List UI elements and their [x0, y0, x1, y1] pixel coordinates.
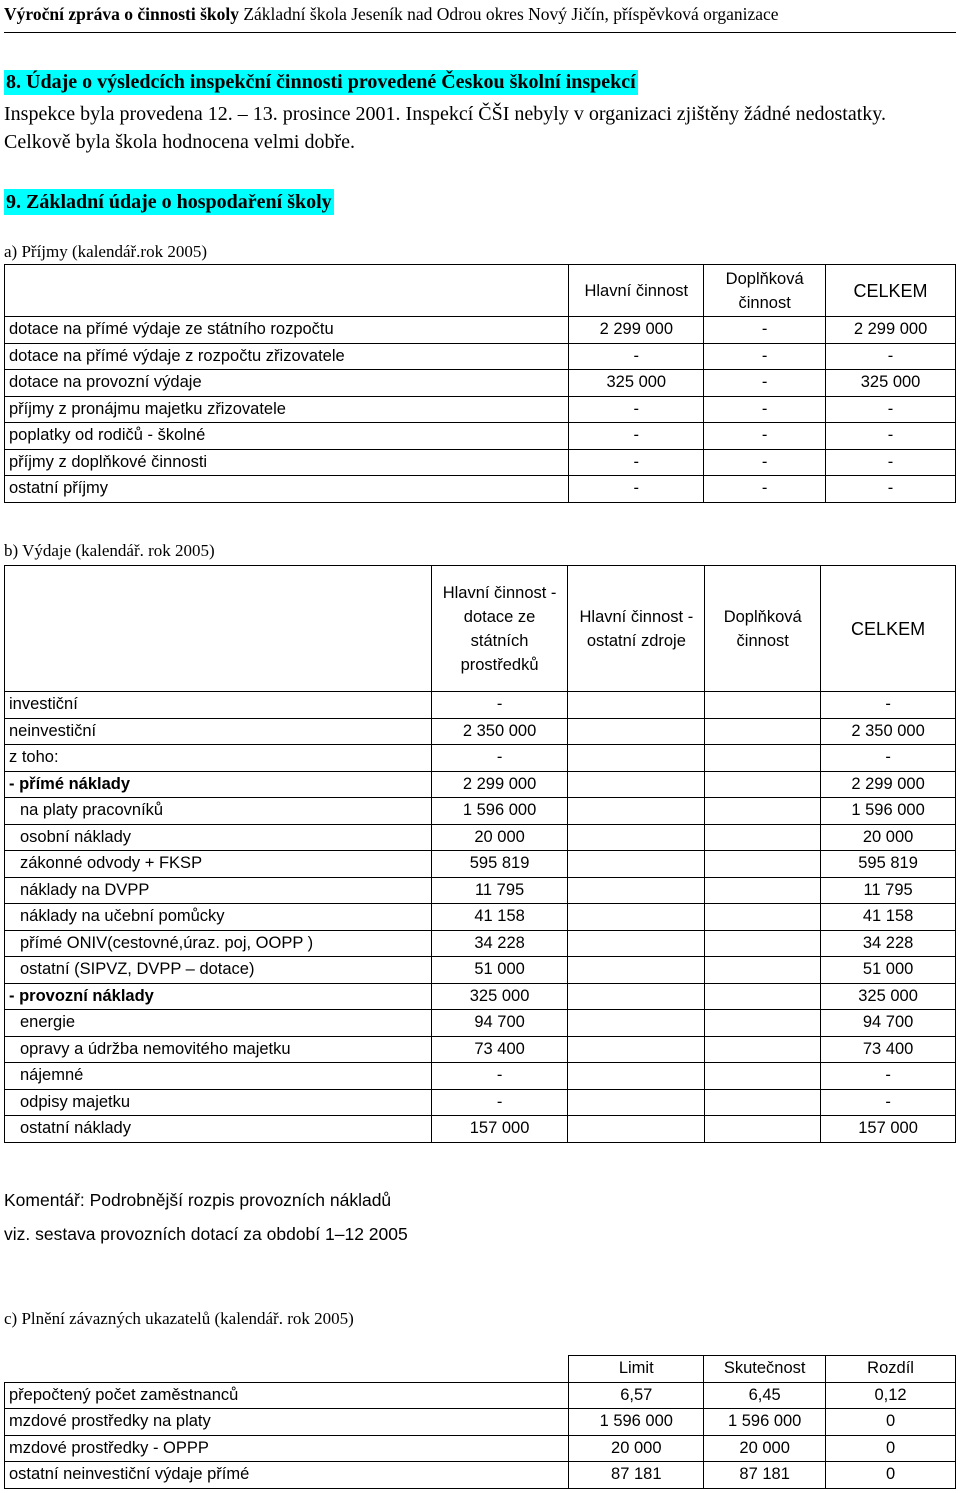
table-row — [5, 1010, 956, 1037]
expenses-header-state: Hlavní činnost - dotace ze státních prostředků — [431, 566, 568, 692]
table-row — [5, 1089, 956, 1116]
cell-total: 2 299 000 — [826, 317, 956, 344]
row-label: dotace na přímé výdaje z rozpočtu zřizovatele — [5, 343, 569, 370]
table-row — [5, 449, 956, 476]
cell-actual: 87 181 — [704, 1462, 826, 1489]
indicators-header-empty — [5, 1356, 569, 1383]
table-row — [5, 771, 956, 798]
table-row — [5, 1063, 956, 1090]
section-8-heading: 8. Údaje o výsledcích inspekční činnosti provedené Českou školní inspekcí — [6, 71, 636, 93]
table-row — [5, 983, 956, 1010]
cell-other — [568, 1089, 705, 1116]
cell-state: 20 000 — [431, 824, 568, 851]
cell-other — [568, 745, 705, 772]
table-row — [5, 877, 956, 904]
cell-main: - — [569, 476, 704, 503]
incomes-header-total: CELKEM — [826, 265, 956, 317]
cell-supplementary — [705, 1036, 821, 1063]
cell-supplementary — [705, 1010, 821, 1037]
row-label: ostatní náklady — [5, 1116, 432, 1143]
cell-total: 1 596 000 — [821, 798, 956, 825]
cell-total: - — [821, 745, 956, 772]
cell-supplementary: - — [704, 423, 826, 450]
document-header — [4, 0, 956, 33]
cell-total: - — [826, 423, 956, 450]
row-label: odpisy majetku — [5, 1089, 432, 1116]
row-label: náklady na učební pomůcky — [5, 904, 432, 931]
cell-supplementary: - — [704, 396, 826, 423]
cell-total: - — [826, 343, 956, 370]
incomes-table — [4, 264, 956, 503]
cell-supplementary: - — [704, 317, 826, 344]
cell-total: 325 000 — [826, 370, 956, 397]
row-label: dotace na provozní výdaje — [5, 370, 569, 397]
table-row — [5, 1462, 956, 1489]
expenses-header-total: CELKEM — [821, 566, 956, 692]
table-row — [5, 930, 956, 957]
row-label: investiční — [5, 692, 432, 719]
cell-actual: 1 596 000 — [704, 1409, 826, 1436]
row-label: na platy pracovníků — [5, 798, 432, 825]
cell-supplementary: - — [704, 476, 826, 503]
expenses-header-other: Hlavní činnost - ostatní zdroje — [568, 566, 705, 692]
indicators-caption: c) Plnění závazných ukazatelů (kalendář. rok 2005) — [4, 1309, 354, 1328]
row-label: neinvestiční — [5, 718, 432, 745]
comment-line-1: Komentář: Podrobnější rozpis provozních nákladů — [4, 1190, 392, 1210]
cell-supplementary — [705, 957, 821, 984]
table-row — [5, 957, 956, 984]
cell-supplementary — [705, 877, 821, 904]
cell-supplementary: - — [704, 343, 826, 370]
table-row — [5, 1382, 956, 1409]
cell-state: 325 000 — [431, 983, 568, 1010]
cell-main: - — [569, 396, 704, 423]
table-row — [5, 745, 956, 772]
incomes-header-supplementary: Doplňková činnost — [704, 265, 826, 317]
cell-other — [568, 1063, 705, 1090]
incomes-header-empty — [5, 265, 569, 317]
cell-state: 595 819 — [431, 851, 568, 878]
cell-supplementary — [705, 1116, 821, 1143]
cell-state: 1 596 000 — [431, 798, 568, 825]
cell-state: - — [431, 1089, 568, 1116]
incomes-caption: a) Příjmy (kalendář.rok 2005) — [4, 242, 207, 261]
table-row — [5, 692, 956, 719]
cell-state: - — [431, 692, 568, 719]
row-label: mzdové prostředky na platy — [5, 1409, 569, 1436]
incomes-header-row — [5, 265, 956, 317]
cell-supplementary: - — [704, 370, 826, 397]
cell-diff: 0,12 — [826, 1382, 956, 1409]
cell-state: 11 795 — [431, 877, 568, 904]
cell-supplementary — [705, 824, 821, 851]
cell-other — [568, 1116, 705, 1143]
cell-main: - — [569, 343, 704, 370]
cell-total: 2 299 000 — [821, 771, 956, 798]
expenses-header-row — [5, 566, 956, 692]
cell-supplementary — [705, 771, 821, 798]
row-label: z toho: — [5, 745, 432, 772]
table-row — [5, 1116, 956, 1143]
cell-total: 51 000 — [821, 957, 956, 984]
indicators-header-limit: Limit — [569, 1356, 704, 1383]
table-row — [5, 423, 956, 450]
cell-supplementary — [705, 930, 821, 957]
cell-limit: 6,57 — [569, 1382, 704, 1409]
cell-total: 2 350 000 — [821, 718, 956, 745]
cell-state: 94 700 — [431, 1010, 568, 1037]
row-label: dotace na přímé výdaje ze státního rozpočtu — [5, 317, 569, 344]
cell-supplementary — [705, 904, 821, 931]
cell-total: 157 000 — [821, 1116, 956, 1143]
cell-total: 20 000 — [821, 824, 956, 851]
table-row — [5, 851, 956, 878]
row-label: nájemné — [5, 1063, 432, 1090]
cell-total: 34 228 — [821, 930, 956, 957]
table-row — [5, 904, 956, 931]
cell-other — [568, 877, 705, 904]
cell-main: 2 299 000 — [569, 317, 704, 344]
cell-state: 2 299 000 — [431, 771, 568, 798]
cell-diff: 0 — [826, 1462, 956, 1489]
cell-limit: 87 181 — [569, 1462, 704, 1489]
cell-state: 41 158 — [431, 904, 568, 931]
cell-other — [568, 824, 705, 851]
row-label: příjmy z doplňkové činnosti — [5, 449, 569, 476]
table-row — [5, 396, 956, 423]
expenses-table — [4, 565, 956, 1143]
row-label: zákonné odvody + FKSP — [5, 851, 432, 878]
cell-supplementary — [705, 1063, 821, 1090]
cell-actual: 6,45 — [704, 1382, 826, 1409]
row-label: - přímé náklady — [5, 771, 432, 798]
cell-main: 325 000 — [569, 370, 704, 397]
cell-supplementary — [705, 851, 821, 878]
cell-total: 94 700 — [821, 1010, 956, 1037]
table-row — [5, 317, 956, 344]
cell-total: 73 400 — [821, 1036, 956, 1063]
table-row — [5, 798, 956, 825]
cell-other — [568, 798, 705, 825]
row-label: náklady na DVPP — [5, 877, 432, 904]
cell-state: 51 000 — [431, 957, 568, 984]
table-row — [5, 1435, 956, 1462]
comment-block — [4, 1183, 408, 1251]
cell-total: - — [826, 449, 956, 476]
cell-state: 157 000 — [431, 1116, 568, 1143]
row-label: přímé ONIV(cestovné,úraz. poj, OOPP ) — [5, 930, 432, 957]
cell-supplementary: - — [704, 449, 826, 476]
cell-supplementary — [705, 983, 821, 1010]
cell-total: - — [826, 476, 956, 503]
table-row — [5, 824, 956, 851]
comment-line-2: viz. sestava provozních dotací za období 1–12 2005 — [4, 1224, 408, 1244]
row-label: opravy a údržba nemovitého majetku — [5, 1036, 432, 1063]
cell-total: - — [826, 396, 956, 423]
indicators-header-actual: Skutečnost — [704, 1356, 826, 1383]
cell-state: 73 400 — [431, 1036, 568, 1063]
cell-limit: 1 596 000 — [569, 1409, 704, 1436]
cell-other — [568, 1010, 705, 1037]
section-9-heading: 9. Základní údaje o hospodaření školy — [6, 191, 332, 213]
expenses-header-empty — [5, 566, 432, 692]
table-row — [5, 1036, 956, 1063]
cell-diff: 0 — [826, 1435, 956, 1462]
table-row — [5, 1409, 956, 1436]
cell-supplementary — [705, 1089, 821, 1116]
row-label: osobní náklady — [5, 824, 432, 851]
cell-state: 34 228 — [431, 930, 568, 957]
header-title: Výroční zpráva o činnosti školy — [4, 4, 239, 24]
cell-state: 2 350 000 — [431, 718, 568, 745]
cell-other — [568, 718, 705, 745]
cell-supplementary — [705, 798, 821, 825]
expenses-header-supplementary: Doplňková činnost — [705, 566, 821, 692]
indicators-header-diff: Rozdíl — [826, 1356, 956, 1383]
row-label: poplatky od rodičů - školné — [5, 423, 569, 450]
cell-state: - — [431, 745, 568, 772]
cell-other — [568, 983, 705, 1010]
row-label: ostatní příjmy — [5, 476, 569, 503]
cell-other — [568, 771, 705, 798]
row-label: - provozní náklady — [5, 983, 432, 1010]
cell-other — [568, 1036, 705, 1063]
table-row — [5, 370, 956, 397]
cell-total: 11 795 — [821, 877, 956, 904]
cell-state: - — [431, 1063, 568, 1090]
cell-total: - — [821, 692, 956, 719]
row-label: příjmy z pronájmu majetku zřizovatele — [5, 396, 569, 423]
cell-diff: 0 — [826, 1409, 956, 1436]
cell-actual: 20 000 — [704, 1435, 826, 1462]
cell-total: - — [821, 1063, 956, 1090]
cell-total: - — [821, 1089, 956, 1116]
table-row — [5, 476, 956, 503]
row-label: přepočtený počet zaměstnanců — [5, 1382, 569, 1409]
cell-other — [568, 851, 705, 878]
row-label: energie — [5, 1010, 432, 1037]
cell-other — [568, 957, 705, 984]
header-subtitle: Základní škola Jeseník nad Odrou okres Nový Jičín, příspěvková organizace — [243, 4, 779, 24]
table-row — [5, 718, 956, 745]
indicators-table — [4, 1355, 956, 1489]
cell-supplementary — [705, 745, 821, 772]
table-row — [5, 343, 956, 370]
cell-supplementary — [705, 718, 821, 745]
cell-other — [568, 904, 705, 931]
cell-total: 41 158 — [821, 904, 956, 931]
cell-other — [568, 930, 705, 957]
cell-main: - — [569, 423, 704, 450]
incomes-header-main: Hlavní činnost — [569, 265, 704, 317]
indicators-header-row — [5, 1356, 956, 1383]
expenses-caption: b) Výdaje (kalendář. rok 2005) — [4, 541, 215, 560]
cell-total: 595 819 — [821, 851, 956, 878]
section-8-text: Inspekce byla provedena 12. – 13. prosince 2001. Inspekcí ČŠI nebyly v organizaci zjištěny žádné nedostatky. Celkově byla škola hodnocena velmi dobře. — [4, 103, 886, 153]
row-label: ostatní (SIPVZ, DVPP – dotace) — [5, 957, 432, 984]
cell-limit: 20 000 — [569, 1435, 704, 1462]
cell-main: - — [569, 449, 704, 476]
cell-supplementary — [705, 692, 821, 719]
cell-total: 325 000 — [821, 983, 956, 1010]
row-label: ostatní neinvestiční výdaje přímé — [5, 1462, 569, 1489]
row-label: mzdové prostředky - OPPP — [5, 1435, 569, 1462]
cell-other — [568, 692, 705, 719]
